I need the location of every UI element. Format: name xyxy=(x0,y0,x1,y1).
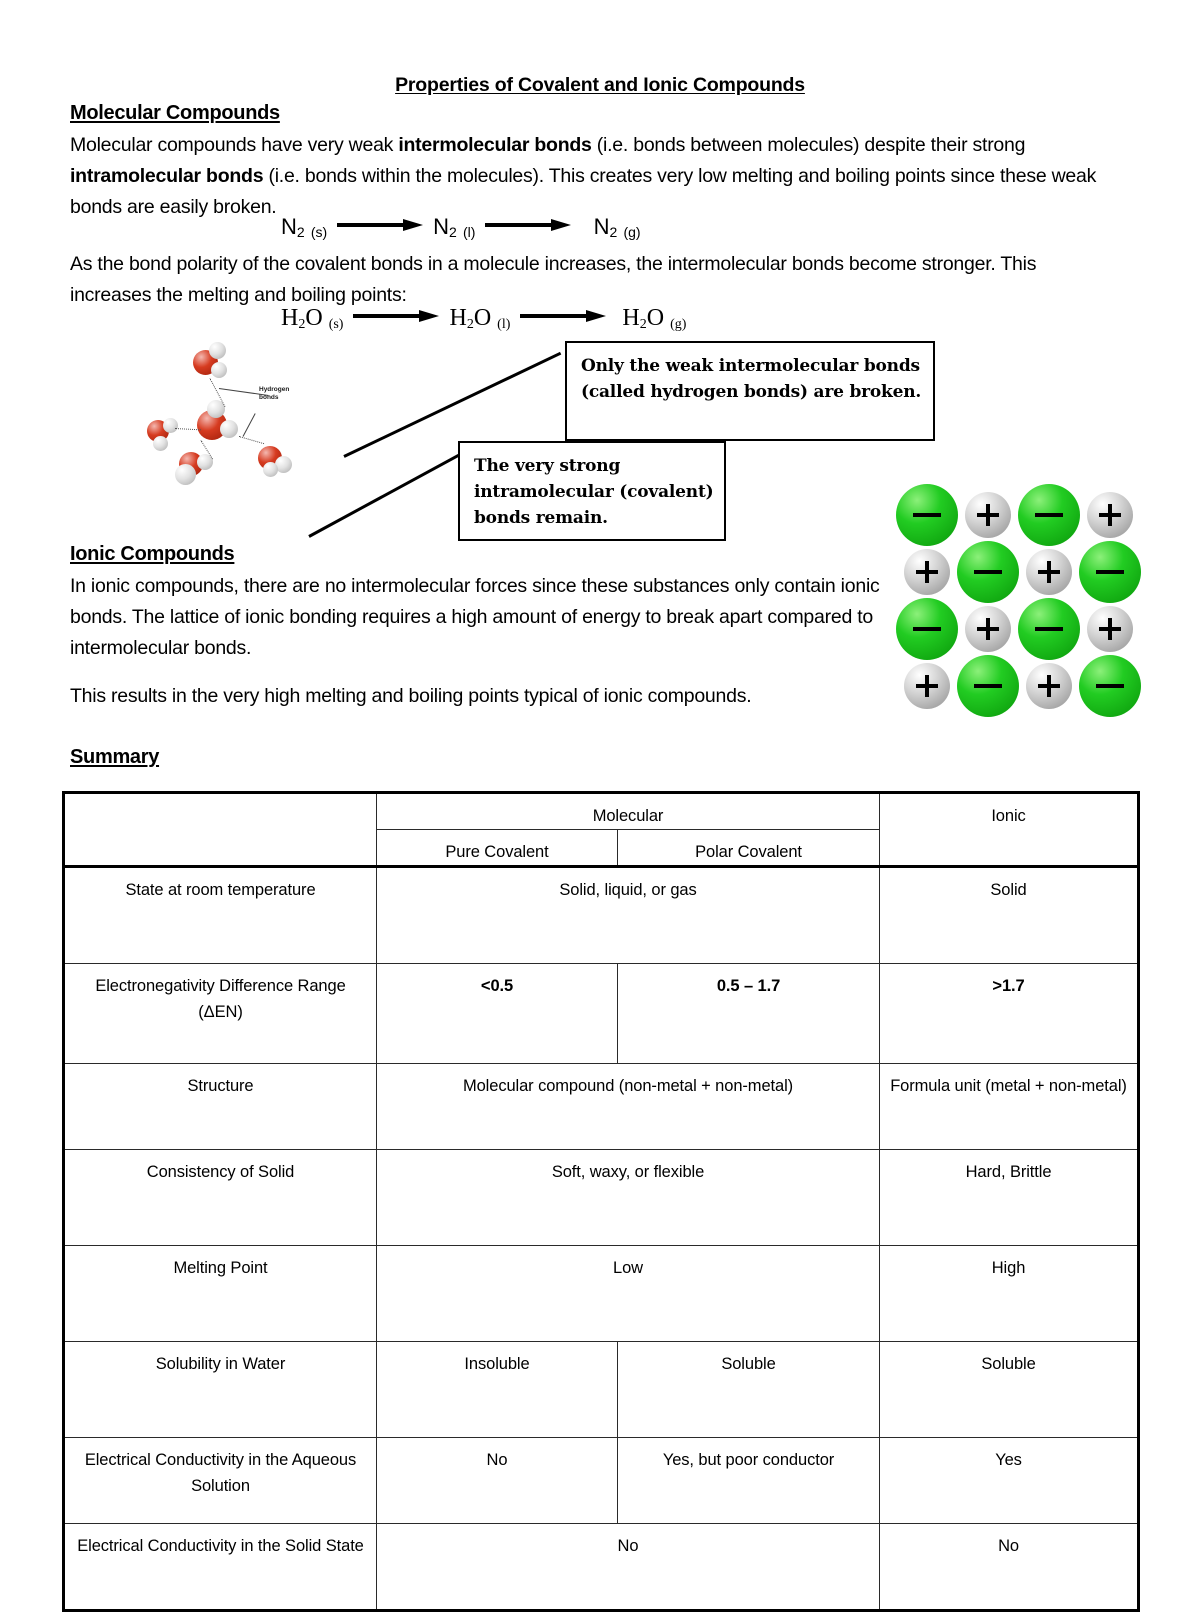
plus-icon xyxy=(977,618,998,639)
minus-icon xyxy=(913,501,942,530)
hydrogen-atom xyxy=(163,418,178,433)
page-title xyxy=(70,74,1130,97)
plus-icon xyxy=(977,504,998,525)
paragraph-molecular-1 xyxy=(70,130,1100,223)
nitrogen-gas-subscript: 2 xyxy=(609,224,618,241)
water-hydrogen-bond-figure xyxy=(135,338,325,493)
water-liquid-symbol-o: O xyxy=(473,305,492,331)
table-cell-ionic: Formula unit (metal + non-metal) xyxy=(880,1064,1139,1150)
ion-positive xyxy=(1087,606,1133,652)
water-solid xyxy=(281,305,343,331)
ionic-lattice-figure xyxy=(896,484,1146,714)
plus-icon xyxy=(1038,675,1059,696)
hydrogen-bond-line xyxy=(239,436,264,444)
table-row-label: Electronegativity Difference Range (ΔEN) xyxy=(64,964,377,1064)
table-cell-polar-covalent: 0.5 – 1.7 xyxy=(618,964,880,1064)
hydrogen-bond-line xyxy=(175,428,201,430)
table-cell-ionic: No xyxy=(880,1524,1139,1611)
nitrogen-liquid-state: (l) xyxy=(462,224,476,241)
callout-box-hydrogen-bonds: Only the weak intermolecular bonds (called hydrogen bonds) are broken. xyxy=(565,341,935,441)
ion-positive xyxy=(904,663,950,709)
nitrogen-solid-subscript: 2 xyxy=(296,224,305,241)
plus-icon xyxy=(916,675,937,696)
plus-icon xyxy=(916,561,937,582)
hydrogen-atom xyxy=(211,362,227,378)
table-cell-polar-covalent: Yes, but poor conductor xyxy=(618,1438,880,1524)
term-intermolecular-bonds: intermolecular bonds xyxy=(398,134,592,156)
arrow-right-icon xyxy=(353,308,439,322)
water-liquid-symbol-h: H xyxy=(449,305,467,331)
table-header-pure-covalent: Pure Covalent xyxy=(377,830,618,867)
page-title-text: Properties of Covalent and Ionic Compounds xyxy=(395,74,805,96)
water-gas-state: (g) xyxy=(670,317,687,333)
hydrogen-atom xyxy=(209,342,226,359)
table-header-molecular: Molecular xyxy=(377,793,880,830)
table-header-row-groups xyxy=(64,793,1139,830)
paragraph-molecular-1-part-c: (i.e. bonds between molecules) despite their strong xyxy=(591,134,1026,156)
table-row xyxy=(64,1246,1139,1342)
hydrogen-atom xyxy=(263,462,278,477)
ion-positive xyxy=(1026,549,1072,595)
arrow-right-icon xyxy=(337,217,423,231)
water-solid-state: (s) xyxy=(328,317,344,333)
table-row xyxy=(64,867,1139,964)
table-cell-molecular: Soft, waxy, or flexible xyxy=(377,1150,880,1246)
nitrogen-solid xyxy=(281,214,327,239)
water-gas-subscript: 2 xyxy=(639,317,647,333)
section-heading-molecular-text: Molecular Compounds xyxy=(70,102,280,124)
nitrogen-gas-symbol: N xyxy=(593,214,610,239)
hydrogen-atom xyxy=(220,420,238,438)
table-cell-polar-covalent: Soluble xyxy=(618,1342,880,1438)
table-row xyxy=(64,1524,1139,1611)
nitrogen-liquid-symbol: N xyxy=(433,214,450,239)
table-row xyxy=(64,1064,1139,1150)
paragraph-molecular-1-part-a: Molecular compounds have very weak xyxy=(70,134,399,156)
ion-positive xyxy=(965,492,1011,538)
plus-icon xyxy=(1099,618,1120,639)
minus-icon xyxy=(974,672,1003,701)
callout-box-covalent-bonds: The very strong intramolecular (covalent) bonds remain. xyxy=(458,441,726,541)
minus-icon xyxy=(1035,501,1064,530)
equation-water-phase-change xyxy=(281,305,686,333)
table-row xyxy=(64,964,1139,1064)
ion-negative xyxy=(1018,598,1080,660)
hydrogen-bonds-label: Hydrogen bonds xyxy=(259,386,290,401)
section-heading-summary-text: Summary xyxy=(70,746,160,768)
water-gas-symbol-o: O xyxy=(646,305,665,331)
nitrogen-gas-state: (g) xyxy=(623,224,641,241)
ion-negative xyxy=(896,598,958,660)
table-row-label: Electrical Conductivity in the Solid State xyxy=(64,1524,377,1611)
table-cell-molecular: No xyxy=(377,1524,880,1611)
ion-positive xyxy=(1026,663,1072,709)
table-cell-ionic: High xyxy=(880,1246,1139,1342)
section-heading-ionic-text: Ionic Compounds xyxy=(70,543,235,565)
water-solid-symbol-h: H xyxy=(281,305,299,331)
minus-icon xyxy=(1096,558,1125,587)
equation-nitrogen-phase-change xyxy=(281,214,641,240)
paragraph-ionic-1: In ionic compounds, there are no intermolecular forces since these substances only contain ionic bonds. The lattice of ionic bonding requires a high amount of energy to break apart compared to intermolecular bonds. xyxy=(70,575,880,659)
table-cell-molecular: Molecular compound (non-metal + non-metal) xyxy=(377,1064,880,1150)
table-cell-ionic: Soluble xyxy=(880,1342,1139,1438)
water-liquid-subscript: 2 xyxy=(466,317,474,333)
nitrogen-gas xyxy=(594,214,641,239)
summary-table xyxy=(62,791,1140,1612)
ion-negative xyxy=(1018,484,1080,546)
nitrogen-solid-state: (s) xyxy=(310,224,328,241)
callout-leader-line-covalent xyxy=(308,453,461,538)
plus-icon xyxy=(1038,561,1059,582)
ion-negative xyxy=(896,484,958,546)
table-cell-ionic: Solid xyxy=(880,867,1139,964)
ion-negative xyxy=(1079,655,1141,717)
minus-icon xyxy=(913,615,942,644)
nitrogen-liquid-subscript: 2 xyxy=(449,224,457,241)
nitrogen-liquid xyxy=(433,214,475,239)
table-row-label: State at room temperature xyxy=(64,867,377,964)
table-cell-pure-covalent: <0.5 xyxy=(377,964,618,1064)
minus-icon xyxy=(1096,672,1125,701)
table-row-label: Structure xyxy=(64,1064,377,1150)
table-header-ionic: Ionic xyxy=(880,793,1139,867)
ion-positive xyxy=(904,549,950,595)
arrow-right-icon xyxy=(485,217,571,231)
table-cell-molecular: Solid, liquid, or gas xyxy=(377,867,880,964)
table-cell-ionic: Yes xyxy=(880,1438,1139,1524)
table-corner-cell xyxy=(64,793,377,867)
water-solid-symbol-o: O xyxy=(305,305,323,331)
term-intramolecular-bonds: intramolecular bonds xyxy=(70,165,264,187)
table-cell-pure-covalent: No xyxy=(377,1438,618,1524)
table-header-polar-covalent: Polar Covalent xyxy=(618,830,880,867)
nitrogen-solid-symbol: N xyxy=(281,214,297,239)
water-liquid-state: (l) xyxy=(497,317,511,333)
hydrogen-bonds-leader xyxy=(243,413,256,436)
paragraph-ionic-2: This results in the very high melting and boiling points typical of ionic compounds. xyxy=(70,685,752,707)
plus-icon xyxy=(1099,504,1120,525)
minus-icon xyxy=(974,558,1003,587)
hydrogen-atom xyxy=(175,464,196,485)
section-heading-molecular xyxy=(70,102,280,125)
table-cell-molecular: Low xyxy=(377,1246,880,1342)
hydrogen-atom xyxy=(153,436,168,451)
paragraph-molecular-2: As the bond polarity of the covalent bonds in a molecule increases, the intermolecular bonds become stronger. This increases the melting and boiling points: xyxy=(70,253,1037,306)
table-row-label: Solubility in Water xyxy=(64,1342,377,1438)
ion-negative xyxy=(1079,541,1141,603)
minus-icon xyxy=(1035,615,1064,644)
table-row-label: Electrical Conductivity in the Aqueous Solution xyxy=(64,1438,377,1524)
ion-positive xyxy=(965,606,1011,652)
ion-negative xyxy=(957,655,1019,717)
section-heading-ionic xyxy=(70,543,234,566)
table-row-label: Melting Point xyxy=(64,1246,377,1342)
ion-positive xyxy=(1087,492,1133,538)
table-row-label: Consistency of Solid xyxy=(64,1150,377,1246)
arrow-right-icon xyxy=(520,308,606,322)
table-row xyxy=(64,1150,1139,1246)
table-cell-ionic: Hard, Brittle xyxy=(880,1150,1139,1246)
table-row xyxy=(64,1342,1139,1438)
water-gas xyxy=(622,305,686,331)
table-cell-ionic: >1.7 xyxy=(880,964,1139,1064)
water-liquid xyxy=(449,305,510,331)
table-row xyxy=(64,1438,1139,1524)
water-gas-symbol-h: H xyxy=(622,305,640,331)
table-cell-pure-covalent: Insoluble xyxy=(377,1342,618,1438)
water-solid-subscript: 2 xyxy=(298,317,306,333)
paragraph-molecular-1-part-e: (i.e. bonds within the molecules). This creates very low melting and boiling points since these weak bonds are easily broken. xyxy=(70,165,1097,218)
ion-negative xyxy=(957,541,1019,603)
section-heading-summary xyxy=(70,746,159,769)
